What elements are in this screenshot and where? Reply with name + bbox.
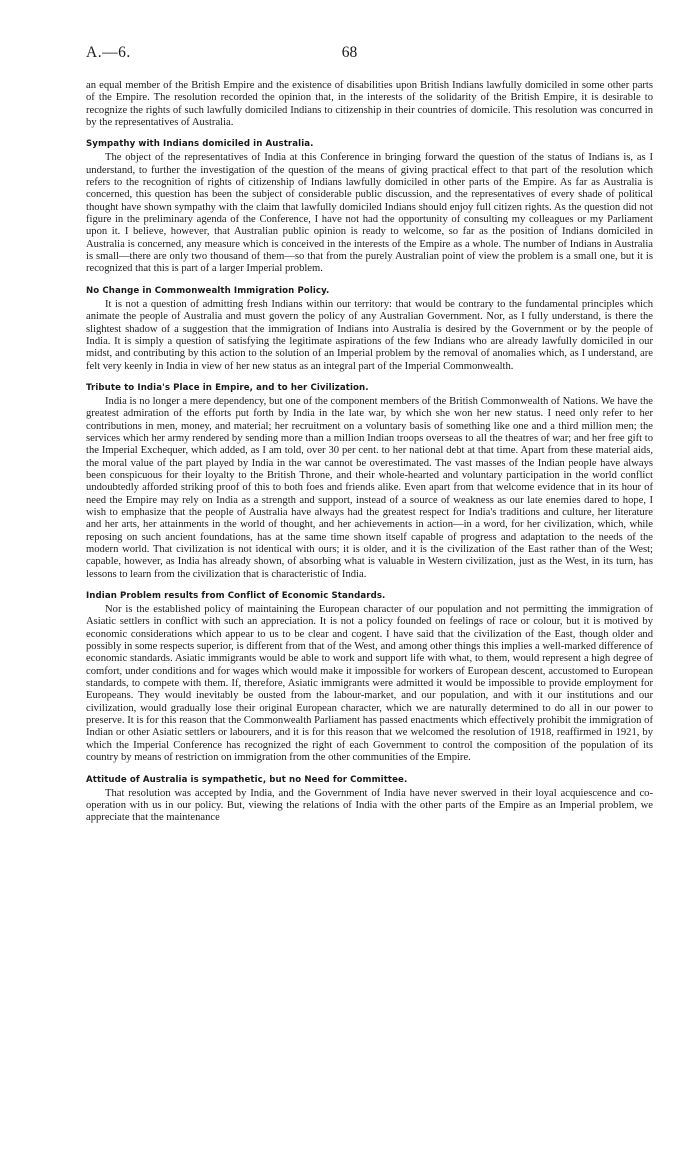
section-sympathy (86, 139, 653, 275)
document-body (86, 80, 653, 825)
section-paragraph: It is not a question of admitting fresh Indians within our territory: that would be contrary to the fundamental principles which animate the people of Australia and must govern the policy of any Australian Government. Nor, as I fully understand, is there the slightest shadow of a suggestion that the immigration of Indians into Australia is desired by the Government or by the people of India. It is simply a question of satisfying the legitimate aspirations of the few Indians who are already lawfully domiciled in our midst, and contributing by this action to the solution of an Imperial problem by the removal of anomalies which, as I understand, are felt very keenly in India in view of her new status as an integral part of the Imperial Commonwealth. (86, 298, 653, 372)
document-reference: A.—6. (86, 44, 131, 61)
section-paragraph: Nor is the established policy of maintaining the European character of our population and not permitting the immigration of Asiatic settlers in conflict with such an appreciation. It is not a policy founded on feelings of race or colour, but it is motived by economic considerations which appear to us to be clear and cogent. I have said that the civilization of the East, though older and possibly in some respects superior, is different from that of the West, and among other things this implies a well-marked difference of economic standards. Asiatic immigrants would be able to work and support life with what, to them, would represent a high degree of comfort, under conditions and for wages which would make it impossible for workers of European descent, accustomed to European standards, to compete with them. If, therefore, Asiatic immigrants were admitted it would be impossible to provide employment for Europeans. They would inevitably be ousted from the labour-market, and our population, and with it our institutions and our civilization, would gradually lose their original European character, which we are naturally determined to do all in our power to preserve. It is for this reason that the Commonwealth Parliament has passed enactments which effectively prohibit the immigration of Indian or other Asiatic settlers or labourers, and it is for this reason that we welcomed the resolution of 1918, reaffirmed in 1921, by which the Imperial Conference has recognized the right of each Government to control the composition of the population of its country by means of restriction on immigration from the other communities of the Empire. (86, 604, 653, 764)
intro-paragraph: an equal member of the British Empire and the existence of disabilities upon British Indians lawfully domiciled in some other parts of the Empire. The resolution recorded the opinion that, in the interests of the solidarity of the British Empire, it is desirable to recognize the rights of such lawfully domiciled Indians to citizenship in their countries of domicile. This resolution was concurred in by the representatives of Australia. (86, 80, 653, 129)
section-tribute-to-india (86, 383, 653, 581)
section-paragraph: India is no longer a mere dependency, but one of the component members of the British Commonwealth of Nations. We have the greatest admiration of the efforts put forth by India in the late war, by which she won her new status. I need only refer to her contributions in men, money, and material; her recruitment on a voluntary basis of something like one and a third million men; the services which her army rendered by sending more than a million Indian troops overseas to all the theatres of war; and her free gift to the Imperial Exchequer, which added, as I am told, over 30 per cent. to her national debt at that time. Apart from these material aids, the moral value of the part played by India in the war cannot be overestimated. The vast masses of the Indian people have always been conspicuous for their loyalty to the British Throne, and their whole-hearted and voluntary participation in the world conflict undoubtedly afforded striking proof of this to both foes and friends alike. Even apart from that welcome evidence that in its hour of need the Empire may rely on India as a strength and support, instead of a source of weakness as our late enemies dared to hope, I wish to emphasize that the people of Australia have always had the greatest respect for India's traditions and culture, her literature and her arts, her attainments in the world of thought, and her achievements in action—in a word, for her civilization, which, while reposing on such ancient foundations, has at the same time shown itself capable of progress and adaptation to the needs of the modern world. That civilization is not identical with ours; it is older, and it is the civilization of the East rather than of the West; capable, however, as India has already shown, of absorbing what is valuable in Western civilization, just as the West, in its turn, has lessons to learn from the civilization that is characteristic of India. (86, 395, 653, 580)
section-heading: Sympathy with Indians domiciled in Australia. (86, 139, 314, 150)
section-economic-standards (86, 591, 653, 764)
section-heading: Attitude of Australia is sympathetic, but no Need for Committee. (86, 774, 408, 785)
section-heading: No Change in Commonwealth Immigration Policy. (86, 285, 330, 296)
section-paragraph: The object of the representatives of India at this Conference in bringing forward the question of the status of Indians is, as I understand, to further the investigation of the question of the means of giving practical effect to that part of the resolution which refers to the recognition of rights of citizenship of Indians lawfully domiciled in other parts of the Empire. As far as Australia is concerned, this question has been the subject of considerable public discussion, and the representatives of every shade of political thought have shown sympathy with the claim that lawfully domiciled Indians should enjoy full citizen rights. As the question did not figure in the preliminary agenda of the Conference, I have not had the opportunity of consulting my colleagues or my Parliament upon it. I believe, however, that Australian public opinion is ready to welcome, so far as the position of Indians domiciled in Australia is concerned, any measure which is conceived in the interests of the Empire as a whole. The number of Indians in Australia is small—there are only two thousand of them—so that from the purely Australian point of view the problem is a small one, but it is recognized that this is part of a larger Imperial problem. (86, 152, 653, 275)
section-paragraph: That resolution was accepted by India, and the Government of India have never swerved in their loyal acquiescence and co-operation with us in our policy. But, viewing the relations of India with the other parts of the Empire as an Imperial problem, we appreciate that the maintenance (86, 787, 653, 824)
section-immigration-policy (86, 286, 653, 373)
page-number: 68 (341, 44, 358, 61)
section-heading: Indian Problem results from Conflict of Economic Standards. (86, 591, 386, 602)
running-header (86, 44, 653, 66)
section-attitude-of-australia (86, 775, 653, 825)
section-heading: Tribute to India's Place in Empire, and to her Civilization. (86, 382, 369, 393)
